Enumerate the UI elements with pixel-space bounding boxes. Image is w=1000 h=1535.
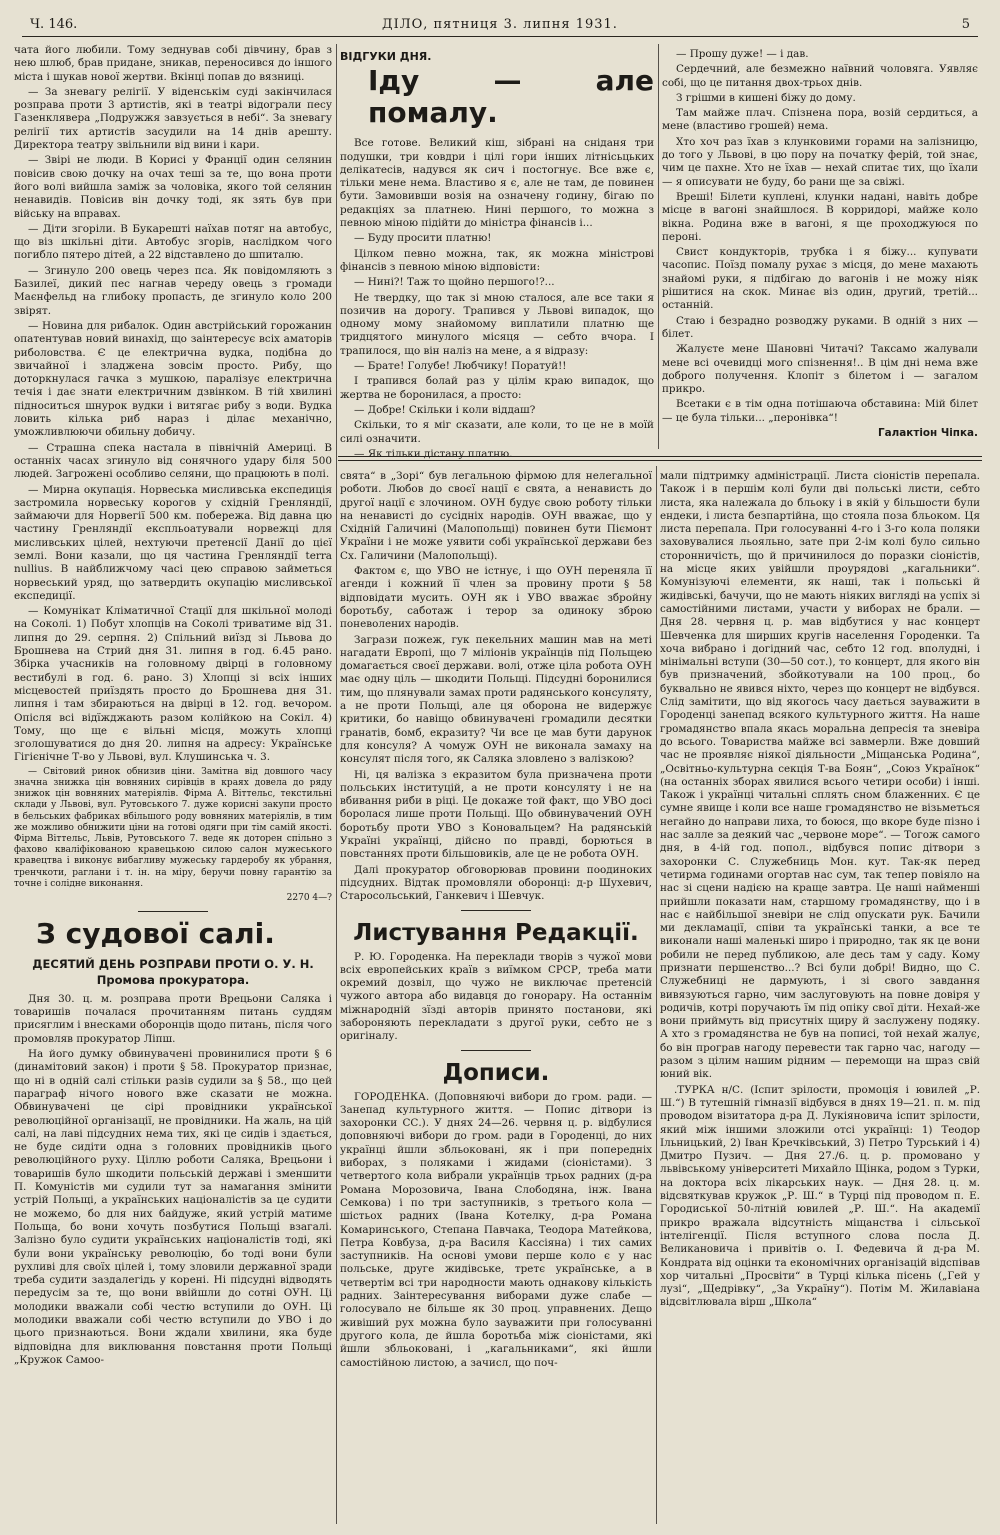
feuilleton-paragraph: — Добре! Скільки і коли віддаш? xyxy=(354,403,536,416)
section-title-news: Дописи. xyxy=(442,1059,550,1086)
section-title-letters: Листування Редакції. xyxy=(353,919,639,946)
section-kicker: ВІДГУКИ ДНЯ. xyxy=(340,50,432,63)
advertisement: — Світовий ринок обнизив ціни. Замітна від довшого часу значна знижка цін вовняних сирівців в краях довела до ряду знижок цін вовняних матеріялів. Фірма А. Віттельс, текстильні склади у Львові, вул. Рутовського 7. дуже корисні закупи просто в бельських фабриках вбільшого роду вовняних матеріялів, в тим же можливо обнижити ціни на готові одяги при тім самій якості. Фірма Віттельс, Львів, Рутовського 7. веде як доторен спільно з фахово кваліфікованою кравецькою силою салон мужеського кравецтва і виконує вибагливу мужеську гардеробу як убрання, тренчкоти, раглани і т. ін. на міру, беручи повну гарантію за точне і солідне виконання. xyxy=(14,766,332,889)
court-paragraph: Загрази пожеж, гук пекельних машин мав на меті нагадати Европі, що 7 міліонів українців під Польщею домагається своєї держави. волі, отже ціла робота ОУН має одну ціль — шкодити Польщі. Підсудні боронилися тим, що плянували замах проти радянського консуляту, а не проти Польщі, але ця оборона не видержує критики, бо навіщо обвинувачені громадили десятки гранатів, бомб, екразиту? Чи все це мав бути дарунок для консуля? А чомуж ОУН не виконала замаху на консулят після того, як Саляка зловлено з валізкою? xyxy=(340,633,652,766)
feuilleton-paragraph: — Брате! Голубе! Любчику! Поратуй!! xyxy=(354,360,567,373)
feuilleton-paragraph: Там майже плач. Спізнена пора, возій сердиться, а мене (властиво грошей) нема. xyxy=(662,107,978,133)
news-item: — Мирна окупація. Норвеська мисливська експедиція застромила норвеську корогов у східній Гренляндії, займаючи для Норвегії 500 км. побережа. Від давна цю частину Гренляндії експльоатували норвежці для мисливських цілей, нехтуючи претенсії Данії до цієї землі. Вони казали, що ця частина Гренляндії terra nullius. В найближчому часі цею справою займеться норвеський уряд, що затвердить окупацію мисливської експедиції. xyxy=(14,483,332,602)
horizontal-rule xyxy=(338,460,982,461)
feuilleton-paragraph: Стаю і безрадно розводжу руками. В одній з них — білет. xyxy=(662,314,978,340)
author-signature: Галактіон Чіпка. xyxy=(878,427,978,440)
court-paragraph: Ні, ця валізка з екразитом була призначена проти польських інституцій, а не проти консуляту і не на вбивання риби в ріці. Це докаже той факт, що УВО досі боролася лише проти Польщі. Що обвинувачений ОУН боротьбу проти УВО з Коновальцем? На радянській Україні українці, дійсно по правді, борються в повстаннях проти більшовиків, але це не робота ОУН. xyxy=(340,768,652,861)
feuilleton-paragraph: Сердечний, але безмежно наївний чоловяга. Уявляє собі, що це питання двох-трьох днів. xyxy=(662,63,978,89)
column-feuilleton xyxy=(340,48,654,460)
separator xyxy=(461,910,531,911)
column-rule xyxy=(656,466,657,1524)
separator xyxy=(138,911,208,912)
masthead-date: ДІЛО, пятниця 3. липня 1931. xyxy=(382,17,618,32)
section-title-court: З судової салі. xyxy=(36,917,275,951)
court-paragraph: Фактом є, що УВО не істнує, і що ОУН переняла її агенди і кожний її член за провину проти § 58 відповідати мусить. ОУН як і УВО вважає збройну боротьбу, саботаж і терор за одиноку зброю поневолених народів. xyxy=(340,565,652,631)
court-paragraph: свята“ в „Зорі“ був легальною фірмою для нелегальної роботи. Любов до своєї нації є свята, а ненависть до другої нації є злочином. ОУН будує свою роботу тільки на ненависті до сусідніх народів. ОУН вважає, що у Східній Галичині (Малопольщі) повинен бути Піємонт України і не може уявити собі української держави без Сх. Галичини (Малопольщі). xyxy=(340,470,652,562)
court-headline: ДЕСЯТИЙ ДЕНЬ РОЗПРАВИ ПРОТИ О. У. Н. xyxy=(32,957,314,972)
feuilleton-paragraph: — Прошу дуже! — і дав. xyxy=(676,48,809,60)
court-paragraph: Далі прокуратор обговорював провини поодиноких підсудних. Відтак промовляли оборонці: д-р Шухевич, Старосольський, Ганкевич і Шевчук. xyxy=(340,863,652,903)
correspondence-paragraph: .ТУРКА н/С. (Іспит зрілости, промоція і ювилей „Р. Ш.“) В тутешній гімназії відбувся в днях 19—21. п. м. під проводом візитатора д-ра Д. Лукіяновича іспит зрілости, який між іншими зложили отсі українці: 1) Теодор Ільницький, 2) Іван Кречківський, 3) Петро Турський і 4) Дмитро Пузич. — Дня 27./6. ц. р. промовано у львівському університеті Михайло Щінка, родом з Турки, на доктора всіх лікарських наук. — Дня 28. ц. м. відсвяткував кружок „Р. Ш.“ в Турці під проводом п. Е. Городиської 50-літній ювилей „Р. Ш.“. На академії прикро вражала відсутність міщанства і сільської інтелігенції. Після вступного слова посла Д. Великановича і привітів о. І. Федевича й д-ра М. Кондрата від оцінки та економічних організацій відспівав хор читальні „Просвіти“ в Турці кілька пісень („Гей у лузі“, „Щедрівку“, „За Україну“). Потім М. Жилавіана відсвітлювала вірш „Школа“ xyxy=(660,1083,980,1309)
horizontal-rule xyxy=(338,456,982,457)
feuilleton-paragraph: Цілком певно можна, так, як можна міністрові фінансів з певною міною відповісти: xyxy=(340,247,654,273)
column-center-lower xyxy=(340,470,652,1520)
feuilleton-paragraph: — Нині?! Таж то щойно першого!?... xyxy=(354,276,555,289)
page-header xyxy=(22,14,978,37)
column-rule xyxy=(336,44,337,1524)
feuilleton-paragraph: Скільки, то я міг сказати, але коли, то це не в моїй силі означити. xyxy=(340,419,654,445)
news-item: — Звірі не люди. В Корисі у Франції один селянин повісив свою дочку на очах теші за те, що вона проти його волі вийшла заміж за чоловіка, якого той селянин ненавидів. Повісив він дочку тоді, як зять був при війську на вправах. xyxy=(14,154,332,220)
column-left xyxy=(14,44,332,1519)
ad-code: 2270 4—? xyxy=(286,892,332,903)
feuilleton-paragraph: Не твердку, що так зі мною сталося, але все таки я позичив на дорогу. Трапився у Львові випадок, що одному мому знайомому виплатили платню ще тридцятого минулого місяця — себто вчора. І трапилося, що він наліз на мене, а я відразу: xyxy=(340,291,654,357)
court-paragraph: Дня 30. ц. м. розправа проти Врецьони Саляка і товаришів почалася прочитанням питань суддям присяглим і внесками оборонців щодо питань, після чого промовляв прокуратор Ліпш. xyxy=(14,992,332,1045)
feuilleton-paragraph: — Як тільки дістану платню. xyxy=(354,447,513,460)
feuilleton-paragraph: Свист кондукторів, трубка і я біжу... купувати часопис. Поїзд помалу рухає з місця, до мене махають знайомі руки, я підбігаю до вагонів і не можу ніяк рішитися на скок. Минає віз один, другий, третій... останній. xyxy=(662,246,978,312)
feuilleton-paragraph: Жалуєте мене Шановні Читачі? Таксамо жалували мене всі очевидці мого спізнення!.. В цім дні нема вже доброго получення. Клопіт з білетом і — загалом прикро. xyxy=(662,343,978,396)
feuilleton-paragraph: Вреші! Білети куплені, клунки надані, навіть добре місце в вагоні знайшлося. В корридорі, майже коло вікна. Родина вже в вагоні, я ще проходжуюся по пероні. xyxy=(662,190,978,243)
letters-paragraph: Р. Ю. Городенка. На переклади творів з чужої мови всіх европейських країв з виїмком СРСР, треба мати окремий дозвіл, що чужо не виключає претенсій чужого автора або видавця до гонорару. На останнім міжнародній зїзді авторів принято постанови, які забороняють перекладати з другої руки, себто не з оригіналу. xyxy=(340,950,652,1043)
news-item: — Комунікат Кліматичної Стації для шкільної молоді на Соколі. 1) Побут хлопців на Соколі триватиме від 31. липня до 29. серпня. 2) Спільний виїзд зі Львова до Брошнева на Стрий дня 31. липня в год. 6.45 рано. Збірка учасників на головному двірці в головному вестибулі в год. 6. рано. 3) Хлопці зі всіх інших місцевостей приїздять просто до Брошнева дня 31. липня і там збираються на двірці в 12. год. вечором. Опісля всі відїжджають разом колійкою на Сокіл. 4) Тому, що ще є вільні місця, можуть хлопці зголошуватися до дня 20. липня на адресу: Українське Гігієнічне Т-во у Львові, вул. Клушинська ч. 3. xyxy=(14,605,332,764)
issue-number: Ч. 146. xyxy=(30,17,78,32)
feuilleton-paragraph: З грішми в кишені біжу до дому. xyxy=(676,91,856,104)
feuilleton-paragraph: І трапився болай раз у цілім краю випадок, що жертва не боронилася, а просто: xyxy=(340,375,654,401)
column-rule xyxy=(658,44,659,449)
court-subheadline: Промова прокуратора. xyxy=(96,972,250,987)
news-item: — Страшна спека настала в північній Америці. В останніх часах згинуло від сонячного удару біля 500 людей. Загрожені особливо селяни, що працюють в полі. xyxy=(14,441,332,481)
correspondence-paragraph: мали підтримку адміністрації. Листа сіоністів перепала. Також і в першім колі були дві польські листи, себто листа, яка належала до бльоку і в якій у більшости були ендеки, і листа безпартійна, що стояла поза бльоком. Ця листа перепала. При голосуванні 4-го і 3-го кола поляки заховувалися льояльно, зате при 2-ім колі було сильно сторонничість, що й причинилося до поразки сіоністів, на місце яких увійшли проурядові „кагальники“. Комунізуючі елементи, як наші, так і польські й жидівські, бачучи, що не мають ніяких вигляді на успіх зі самостійними листами, участи у виборах не брали. — Дня 28. червня ц. р. мав відбутися у нас концерт Шевченка для ширших кругів населення Городенки. Та хоча вибрано і догідний час, себто 12 год. вполудні, і мінімальні вступи (30—50 сот.), то концерт, для якого він був призначений, збойкотували на 100 проц., бо буквально не явився ніхто, через що концерт не відбувся. Слід замітити, що від якогось часу дається зауважити в Городенці занепад всякого культурного життя. На наше громадянство впала якась моральна депресія та зневіра до всього. Товариства майже всі завмерли. Вже довший час не проявляє ніякої діяльности „Міщанська Родина“, „Освітньо-культурна секція Т-ва Боян“, „Союз Українок“ (на останніх зборах явилися всього четири особи) і інші. Також і українці читальні сплять сном блаженних. Є це сумне явище і коли все наше громадянство не візьметься негайно до направи лиха, то боюся, що вкоре буде пізно і нас залле за деякий час „червоне море“. — Тогож самого дня, в 4-ій год. попол., відбувся попис дітвори з захоронки С. Служебниць Мон. кут. Так-як перед четирма годинами огортав нас сум, так тепер повіяло на нас зі сцени надією на краще завтра. Це наші найменші прийшли показати нам, старшому громадянству, що і в нас є найбільшої зневіри не слід опускати рук. Бачили ми декламації, співи та українські танки, а все те виконали наші маленькі широ і природно, так як це вони робили не перед публикою, але десь там у саду. Кому признати першенство...? Всі були добрі! Видно, що С. Служебниці не дармують, і зі свого завдання вивязуються гарно, чим заслуговують на повне довіря у родичів, котрі поручають їм під опіку свої діти. Нехай-же вони приймуть від присутніх щиру й заслужену подяку. А хто з громадянства не був на пописі, той нехай жалує, бо він програв нагоду перевести так гарно час, нагоду — разом з цілим нашим рідним — перемощи на шраз свій юний вік. xyxy=(660,470,980,1081)
feuilleton-paragraph: Все готове. Великий кіш, зібрані на сніданя три подушки, три ковдри і цілі гори інших літнісьцьких делікатесів, надувся як сич і постогнує. Все вже є, тільки мене нема. Властиво я є, але не там, де повинен бути. Замовивши возія на означену годину, бігаю по редакціях за платнею. Нині першого, то можна з певною міною підійти до міністра фінансів і... xyxy=(340,137,654,230)
news-item: — За зневагу релігії. У віденськім суді закінчилася розправа проти 3 артистів, які в театрі відограли песу Газенклявера „Подружжя завзується в небі“. За зневагу релігії тих артистів засудили на 14 днів арешту. Директора театру звільнили від вини і кари. xyxy=(14,85,332,152)
column-right-lower xyxy=(660,470,980,1520)
column-feuilleton-cont xyxy=(662,48,978,448)
correspondence-paragraph: ГОРОДЕНКА. (Доповняючі вибори до гром. ради. — Занепад культурного життя. — Попис дітвори із захоронки СС.). У днях 24—26. червня ц. р. відбулися доповняючі вибори до гром. ради в Городенці, до них українці йшли збльокованi, як і при попередніх виборах, з поляками і жидами (сіоністами). З четвертого кола вибрали українців трьох радних (д-ра Романа Морозовича, Івана Слободяна, інж. Івана Семкова) і по три заступників, з третього кола — шістьох радних (Івана Котелку, д-ра Романа Комаринського, Степана Павчака, Теодора Матейкова, Петра Ковбуза, д-ра Василя Кассіяна) і тих самих заступників. На основі умови перше коло є у нас польське, друге жидівське, третє українське, а в четвертім всі три народности мають однакову кількість радних. Заінтересування виборами дуже слабе — голосувало не більше як 30 проц. управнених. Дещо живіший рух можна було зауважити при голосуванні другого кола, де йшла боротьба між сіоністами, які йшли збльоковані, і „кагальниками“, які йшли самостійною листою, а зачисл, що поч- xyxy=(340,1090,652,1369)
court-paragraph: На його думку обвинувачені провинилися проти § 6 (динамітовий закон) і проти § 58. Прокуратор признає, що ні в одній салі стільки разів судили за § 58., що цей параграф нічого нового вже сказати не можна. Обвинувачені це сірі провідники української революційної організації, не провідники. На жаль, на цій салі, на лаві підсудних нема тих, які це сидів і здається, не буде сидіти одна з головних провідників цього революційного руху. Ціллю роботи Саляка, Врецьони і товаришів було шкодити польській державі і зменшити П. Комуністів ми судили тут за намагання змінити устрій Польщі, а українських націоналістів за це судити не можемо, бо для них байдуже, який устрій матиме Польща, бо вони хочуть позбутися Польщі взагалі. Залізно було судити українських націоналістів тоді, які були вони українську революцію, бо тоді вони були рухливі для своїх цілей і, тому зловили державної зради треба судити заздалегідь у корені. Ні підсудні відводять передусім за те, що вони ввійшли до сотні ОУН. Ці молодики вважали собі честю вступили до ОУН. Ці молодики вважали собі честю вступили до УВО і до цього признаються. Вони ждали хвилини, яка буде відповідна для виклювання повстання проти Польщі „Кружок Самоо- xyxy=(14,1048,332,1366)
feuilleton-paragraph: Хто хоч раз їхав з клунковими горами на залізницю, до того у Львові, в цю пору на початку ферій, той знає, чим це пахне. Хто не їхав — нехай спитає тих, що їхали — я описувати не буду, бо рани ще за свіжі. xyxy=(662,135,978,188)
feuilleton-paragraph: Всетаки є в тім одна потішаюча обставина: Мій білет — це була тільки... „перонівка“! xyxy=(662,398,978,424)
page-number: 5 xyxy=(961,17,970,32)
news-item: — Новина для рибалок. Один австрійський горожанин опатентував новий винахід, що заінтересує всіх аматорів риболовства. Є це електрична вудка, подібна до звичайної і зладжена зовсім просто. Рибу, що доторкнулася гачка з мушкою, паралізує електрична течія і дає знати електричним дзвінком. В тій хвилині підноситься шнурок вудки і витягає рибу з води. Вудка ловить кілька риб нараз і ділає механічно, уможливлюючи обильну добичу. xyxy=(14,319,332,439)
news-item: — Згинуло 200 овець через пса. Як повідомляють з Базилеї, дикий пес нагнав череду овець з громади Маєнфельд на глибоку пропасть, де згинуло коло 200 звірят. xyxy=(14,264,332,317)
news-item: — Діти згоріли. В Букарешті наїхав потяг на автобус, що віз шкільні діти. Автобус згорів, наслідком чого погибло пятеро дітей, а 22 відставлено до шпиталю. xyxy=(14,222,332,262)
feuilleton-title: Іду — але помалу. xyxy=(368,64,654,130)
separator xyxy=(461,1050,531,1051)
article-paragraph: чата його любили. Тому зеднував собі дівчину, брав з нею шлюб, брав придане, зникав, переносився до іншого міста і шукав нової жертви. Вкінці попав до вязниці. xyxy=(14,44,332,83)
feuilleton-paragraph: — Буду просити платню! xyxy=(354,232,492,245)
